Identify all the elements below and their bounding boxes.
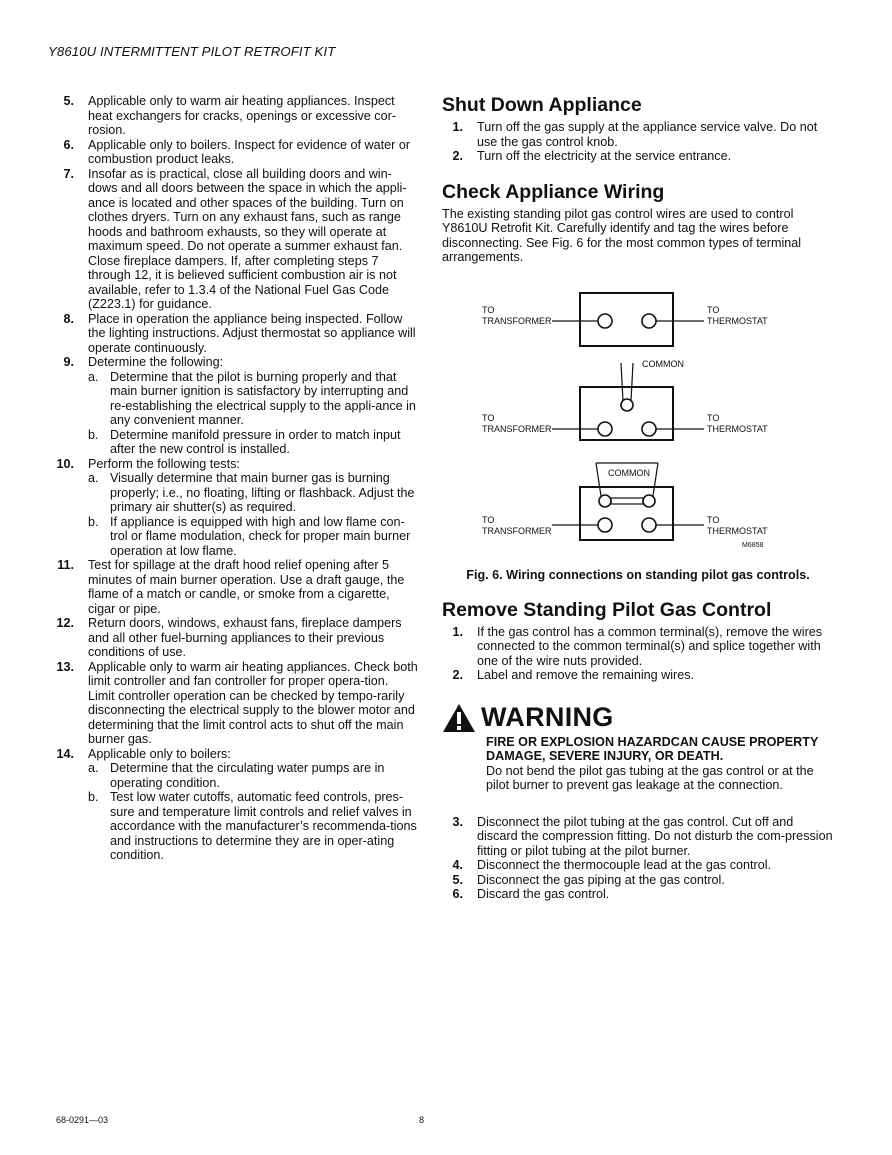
label-to: TO — [482, 412, 495, 423]
sub-item: a. Determine that the circulating water pumps are in operating condition. — [88, 761, 385, 790]
terminal — [642, 314, 656, 328]
list-item: 5. Applicable only to warm air heating appliances. Inspect heat exchangers for cracks, openings or excessive cor-rosion. — [63, 94, 396, 137]
terminal — [598, 422, 612, 436]
sub-item: b. Test low water cutoffs, automatic feed controls, pres-sure and temperature limit controls and relief valves in accordance with the manufacturer’s recommenda-tions and instructions to determine they are in oper-ating condition. — [88, 790, 417, 862]
list-item: 5. Disconnect the gas piping at the gas control. — [452, 872, 725, 887]
label-transformer: TRANSFORMER — [482, 525, 552, 536]
terminal — [598, 314, 612, 328]
label-transformer: TRANSFORMER — [482, 315, 552, 326]
terminal — [598, 518, 612, 532]
wiring-diagram — [442, 277, 834, 561]
wiring-paragraph: The existing standing pilot gas control wires are used to control Y8610U Retrofit Kit. Carefully identify and tag the wires before disconnecting. See Fig. 6 for the most common types of terminal arrangements. — [442, 206, 802, 264]
figure-code: M6858 — [742, 541, 764, 549]
label-to: TO — [707, 412, 720, 423]
wire — [621, 363, 623, 401]
label-common: COMMON — [608, 467, 650, 478]
section-title-shut-down: Shut Down Appliance — [442, 94, 642, 116]
wire — [653, 463, 658, 496]
label-to: TO — [482, 304, 495, 315]
section-title-remove: Remove Standing Pilot Gas Control — [442, 598, 772, 621]
label-thermostat: THERMOSTAT — [707, 525, 768, 536]
wire — [596, 463, 601, 496]
list-item: 1. If the gas control has a common terminal(s), remove the wires connected to the common terminal(s) and splice together with one of the wire nuts provided. — [452, 624, 823, 668]
list-item: 3. Disconnect the pilot tubing at the gas control. Cut off and discard the compression fitting. Do not disturb the com-pression fitting or pilot tubing at the pilot burner. — [452, 814, 833, 858]
right-column — [442, 94, 834, 902]
list-item: 7. Insofar as is practical, close all building doors and win-dows and all doors between the space in which the appli-ance is located and other spaces of the building. Turn on clothes dryers. Turn on any exhaust fans, such as range hoods and bathroom exhausts, so they will operate at maximum speed. Do not operate a summer exhaust fan. Close fireplace dampers. If, after completing steps 7 through 12, it is believed sufficient combustion air is not available, refer to 1.3.4 of the National Fuel Gas Code (Z223.1) for guidance. — [63, 166, 407, 311]
warning-heading — [442, 703, 834, 733]
left-column — [56, 94, 418, 863]
gas-control-terminal-block — [580, 487, 673, 540]
list-item: 9. Determine the following: a. Determine that the pilot is burning properly and that main burner ignition is satisfactory by interrupting and re-establishing the electrical supply to the appli-ance in any convenient manner. b. Determine manifold pressure in order to match input after the new control is installed. — [56, 355, 418, 457]
warning-word: WARNING — [481, 702, 614, 733]
section-title-check-wiring: Check Appliance Wiring — [442, 180, 665, 203]
wiring-diagram-svg — [442, 277, 834, 557]
list-item: 1. Turn off the gas supply at the appliance service valve. Do not use the gas control knob. — [452, 120, 818, 149]
list-item: 12. Return doors, windows, exhaust fans, fireplace dampers and all other fuel-burning appliances to their previous conditions of use. — [56, 616, 402, 659]
list-item: 4. Disconnect the thermocouple lead at the gas control. — [452, 858, 772, 872]
figure-caption: Fig. 6. Wiring connections on standing pilot gas controls. — [466, 568, 810, 582]
label-thermostat: THERMOSTAT — [707, 315, 768, 326]
footer-page-number: 8 — [419, 1115, 425, 1125]
label-to: TO — [482, 514, 495, 525]
list-item: 6. Discard the gas control. — [452, 887, 610, 901]
warning-text: Do not bend the pilot gas tubing at the gas control or at the pilot burner to prevent gas leakage at the connection. — [486, 763, 814, 792]
common-terminal — [643, 495, 655, 507]
warning-body — [442, 735, 834, 793]
list-item: 10. Perform the following tests: a. Visually determine that main burner gas is burning properly; i.e., no floating, lifting or flashback. Adjust the primary air shutter(s) as required. b. If appliance is equipped with high and low flame con-trol or flame modulation, check for proper main burner operation at low flame. — [56, 457, 418, 559]
gas-control-terminal-block — [580, 387, 673, 440]
sub-item: a. Determine that the pilot is burning properly and that main burner ignition is satisfactory by interrupting and re-establishing the electrical supply to the appli-ance in any convenient manner. — [88, 369, 416, 427]
label-common: COMMON — [642, 358, 684, 369]
common-terminal — [599, 495, 611, 507]
list-item: 13. Applicable only to warm air heating appliances. Check both limit controller and fan controller for proper opera-tion. Limit controller operation can be checked by tempo-rarily disconnecting the electrical supply to the blower motor and determining that the limit control acts to shut off the main burner gas. — [56, 659, 418, 746]
terminal — [642, 422, 656, 436]
wire — [631, 363, 633, 401]
list-item: 14. Applicable only to boilers: a. Determine that the circulating water pumps are in operating condition. b. Test low water cutoffs, automatic feed controls, pres-sure and temperature limit controls and relief valves in accordance with the manufacturer’s recommenda-tions and instructions to determine they are in oper-ating condition. — [56, 746, 417, 862]
list-item: 8. Place in operation the appliance being inspected. Follow the lighting instructions. Adjust thermostat so appliance will operate continuously. — [63, 311, 416, 355]
list-item: 11. Test for spillage at the draft hood relief opening after 5 minutes of main burner operation. Use a draft gauge, the flame of a match or candle, or smoke from a cigarette, cigar or pipe. — [57, 558, 405, 616]
footer-doc-number: 68-0291—03 — [56, 1115, 109, 1125]
sub-item: b. If appliance is equipped with high and low flame con-trol or flame modulation, check for proper main burner operation at low flame. — [88, 514, 411, 558]
warning-triangle-icon — [442, 703, 476, 733]
label-thermostat: THERMOSTAT — [707, 423, 768, 434]
label-transformer: TRANSFORMER — [482, 423, 552, 434]
sub-item: a. Visually determine that main burner gas is burning properly; i.e., no floating, lifting or flashback. Adjust the primary air shutter(s) as required. — [88, 471, 415, 514]
list-item: 6. Applicable only to boilers. Inspect for evidence of water or combustion product leaks. — [63, 137, 411, 166]
terminal — [642, 518, 656, 532]
list-item: 2. Turn off the electricity at the service entrance. — [452, 149, 732, 163]
warning-hazard: FIRE OR EXPLOSION HAZARDCAN CAUSE PROPERTY DAMAGE, SEVERE INJURY, OR DEATH. — [486, 734, 819, 763]
label-to: TO — [707, 304, 720, 315]
sub-item: b. Determine manifold pressure in order to match input after the new control is installed. — [88, 427, 401, 456]
page-header: Y8610U INTERMITTENT PILOT RETROFIT KIT — [48, 44, 336, 59]
label-to: TO — [707, 514, 720, 525]
gas-control-terminal-block — [580, 293, 673, 346]
jumper-strap — [611, 498, 643, 504]
list-item: 2. Label and remove the remaining wires. — [452, 668, 695, 682]
